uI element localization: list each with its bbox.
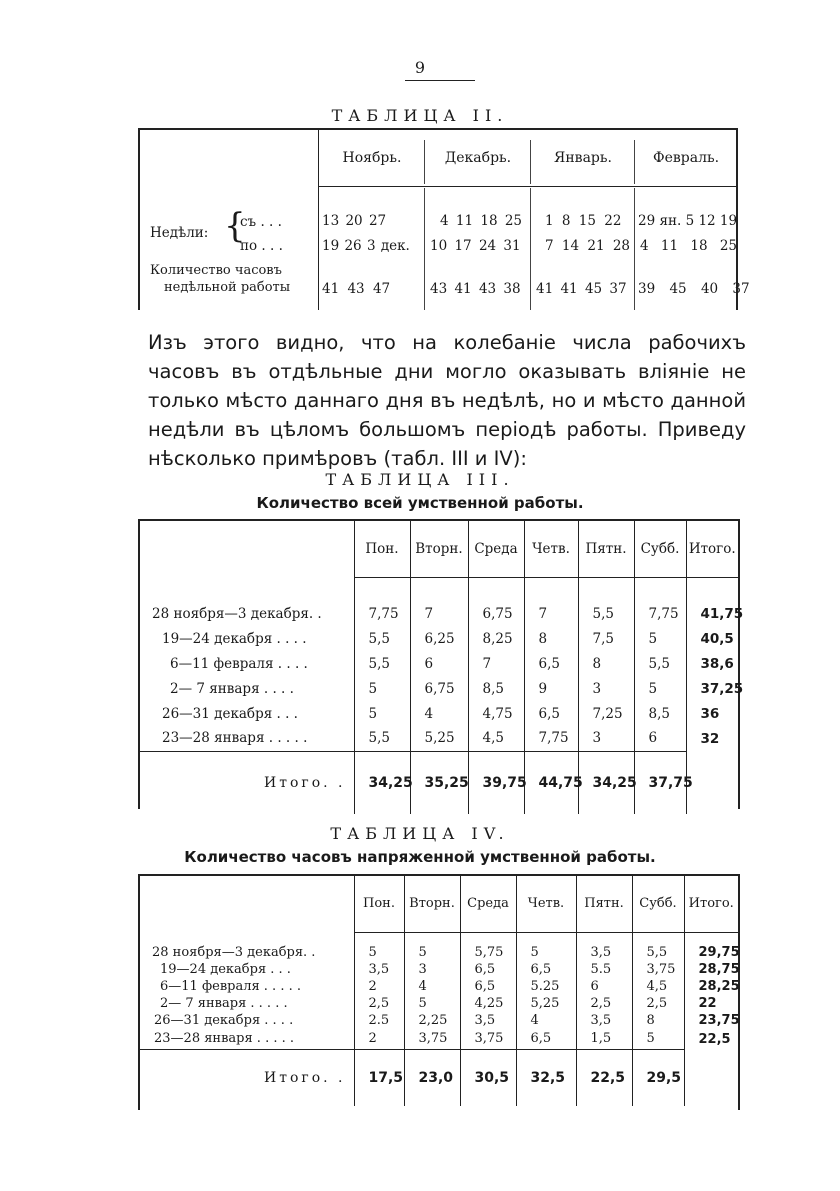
t2-header-divider xyxy=(424,140,425,184)
t2-body-divider xyxy=(318,188,319,310)
col-header: Субб. xyxy=(632,876,684,932)
cell: 5 xyxy=(354,944,404,961)
table-row xyxy=(140,601,738,626)
cell: 6 xyxy=(634,726,686,751)
table-header-row xyxy=(140,521,738,577)
col-header: Четв. xyxy=(516,876,576,932)
row-total: 40,5 xyxy=(686,626,738,651)
table4 xyxy=(140,876,738,1106)
cell: 8,5 xyxy=(468,676,524,701)
cell: 8 xyxy=(524,626,578,651)
cell: 5,5 xyxy=(632,944,684,961)
col-header: Субб. xyxy=(634,521,686,577)
cell: 7,75 xyxy=(634,601,686,626)
table-row xyxy=(140,651,738,676)
totals-row xyxy=(140,1049,738,1106)
total-cell: 39,75 xyxy=(468,751,524,814)
total-cell: 32,5 xyxy=(516,1049,576,1106)
table-row xyxy=(140,978,738,995)
table3-title: ТАБЛИЦА III. xyxy=(325,470,515,489)
table3 xyxy=(140,521,744,814)
cell: 2 xyxy=(354,978,404,995)
cell: 5 xyxy=(632,1029,684,1049)
cell: 3 xyxy=(404,961,460,978)
cell: 3,75 xyxy=(632,961,684,978)
t2-body-divider xyxy=(530,188,531,310)
table-row xyxy=(140,626,738,651)
col-header: Среда xyxy=(460,876,516,932)
cell: 2,5 xyxy=(576,995,632,1012)
row-total: 41,75 xyxy=(686,601,738,626)
t2-month: Февраль. xyxy=(652,150,720,166)
table4-title: ТАБЛИЦА IV. xyxy=(330,824,510,843)
table4-subtitle: Количество часовъ напряженной умственной работы. xyxy=(184,848,656,866)
total-cell: 17,5 xyxy=(354,1049,404,1106)
t2-header-divider xyxy=(634,140,635,184)
cell: 3 xyxy=(578,676,634,701)
table3-subtitle: Количество всей умственной работы. xyxy=(256,494,584,512)
cell: 4,5 xyxy=(632,978,684,995)
t2-brace: { xyxy=(224,206,246,246)
col-header: Вторн. xyxy=(410,521,468,577)
t2-to-value: 4 11 18 25 xyxy=(640,238,737,254)
t2-to-value: 19 26 3 дек. xyxy=(322,238,410,254)
cell: 7 xyxy=(524,601,578,626)
table-row xyxy=(140,961,738,978)
row-label: 19—24 декабря . . . . xyxy=(162,630,307,647)
cell: 7 xyxy=(410,601,468,626)
cell: 2.5 xyxy=(354,1012,404,1029)
cell: 2,5 xyxy=(632,995,684,1012)
row-total: 38,6 xyxy=(686,651,738,676)
cell: 5,5 xyxy=(354,651,410,676)
t2-from-value: 1 8 15 22 xyxy=(545,213,622,229)
row-label: 6—11 февраля . . . . xyxy=(170,655,308,672)
cell: 5 xyxy=(516,944,576,961)
cell: 7,75 xyxy=(524,726,578,751)
row-total: 28,75 xyxy=(684,961,738,978)
cell: 6,5 xyxy=(524,651,578,676)
row-total: 23,75 xyxy=(684,1012,738,1029)
cell: 6,25 xyxy=(410,626,468,651)
page-number-rule xyxy=(405,80,475,81)
cell: 9 xyxy=(524,676,578,701)
cell: 6 xyxy=(576,978,632,995)
total-cell: 37,75 xyxy=(634,751,686,814)
cell: 4 xyxy=(404,978,460,995)
t2-weeks-label: Недѣли: xyxy=(150,225,209,241)
cell: 6,5 xyxy=(516,1029,576,1049)
t2-header-divider xyxy=(530,140,531,184)
row-total: 37,25 xyxy=(686,676,738,701)
table-row xyxy=(140,1012,738,1029)
cell: 5,5 xyxy=(634,651,686,676)
t2-header-rule xyxy=(318,186,736,187)
col-header: Четв. xyxy=(524,521,578,577)
cell: 7,5 xyxy=(578,626,634,651)
col-header: Пятн. xyxy=(578,521,634,577)
page-number: 9 xyxy=(414,58,426,77)
cell: 2 xyxy=(354,1029,404,1049)
t2-from-value: 4 11 18 25 xyxy=(440,213,522,229)
cell: 5,5 xyxy=(578,601,634,626)
total-cell: 44,75 xyxy=(524,751,578,814)
row-total: 36 xyxy=(686,701,738,726)
cell: 3 xyxy=(578,726,634,751)
col-header: Среда xyxy=(468,521,524,577)
total-cell: 35,25 xyxy=(410,751,468,814)
t2-month: Декабрь. xyxy=(444,150,512,166)
total-cell: 30,5 xyxy=(460,1049,516,1106)
cell: 4,25 xyxy=(460,995,516,1012)
cell: 6,5 xyxy=(516,961,576,978)
col-header: Итого. xyxy=(684,876,738,932)
cell: 7 xyxy=(468,651,524,676)
cell: 5,75 xyxy=(460,944,516,961)
cell: 8 xyxy=(632,1012,684,1029)
table2-title: ТАБЛИЦА II. xyxy=(331,106,509,125)
row-label: 26—31 декабря . . . . xyxy=(154,1013,294,1028)
row-label: 2— 7 января . . . . xyxy=(170,680,294,697)
table-row xyxy=(140,701,738,726)
total-cell: 34,25 xyxy=(578,751,634,814)
totals-label: Итого. . xyxy=(264,1069,346,1086)
row-total: 22 xyxy=(684,995,738,1012)
col-header: Вторн. xyxy=(404,876,460,932)
table-row xyxy=(140,995,738,1012)
col-header: Пон. xyxy=(354,876,404,932)
cell: 5.5 xyxy=(576,961,632,978)
cell: 6,75 xyxy=(410,676,468,701)
totals-row xyxy=(140,751,738,814)
cell: 6,5 xyxy=(460,961,516,978)
t2-hours-value: 43 41 43 38 xyxy=(430,281,521,297)
total-cell: 22,5 xyxy=(576,1049,632,1106)
cell: 6,5 xyxy=(460,978,516,995)
row-total: 28,25 xyxy=(684,978,738,995)
t2-from-value: 29 ян. 5 12 19 xyxy=(638,213,738,229)
row-label: 28 ноября—3 декабря. . xyxy=(152,605,322,622)
cell: 3,5 xyxy=(576,944,632,961)
t2-from-label: съ . . . xyxy=(240,214,282,230)
table-row xyxy=(140,944,738,961)
cell: 5,5 xyxy=(354,726,410,751)
cell: 1,5 xyxy=(576,1029,632,1049)
row-total: 22,5 xyxy=(684,1029,738,1049)
row-total: 32 xyxy=(686,726,738,751)
row-label: 26—31 декабря . . . xyxy=(162,705,298,722)
table-row xyxy=(140,1029,738,1049)
t2-from-value: 13 20 27 xyxy=(322,213,387,229)
col-header: Итого. xyxy=(686,521,738,577)
cell: 3,5 xyxy=(460,1012,516,1029)
cell: 3,75 xyxy=(404,1029,460,1049)
cell: 5,5 xyxy=(354,626,410,651)
table-header-row xyxy=(140,876,738,932)
row-label: 23—28 января . . . . . xyxy=(140,1029,354,1049)
table-row xyxy=(140,676,738,701)
cell: 3,5 xyxy=(354,961,404,978)
t2-body-divider xyxy=(424,188,425,310)
t2-to-label: по . . . xyxy=(240,238,283,254)
cell: 2,25 xyxy=(404,1012,460,1029)
row-label: 6—11 февраля . . . . . xyxy=(160,979,301,994)
table-row xyxy=(140,726,738,751)
row-label: 23—28 января . . . . . xyxy=(140,726,354,751)
cell: 6,75 xyxy=(468,601,524,626)
cell: 2,5 xyxy=(354,995,404,1012)
cell: 5 xyxy=(404,944,460,961)
cell: 4 xyxy=(410,701,468,726)
row-total: 29,75 xyxy=(684,944,738,961)
row-label: 28 ноября—3 декабря. . xyxy=(152,945,316,960)
totals-label: Итого. . xyxy=(264,774,346,791)
cell: 8 xyxy=(578,651,634,676)
cell: 3,5 xyxy=(576,1012,632,1029)
cell: 8,5 xyxy=(634,701,686,726)
cell: 7,75 xyxy=(354,601,410,626)
cell: 6,5 xyxy=(524,701,578,726)
t2-header-divider xyxy=(318,130,319,188)
cell: 5,25 xyxy=(516,995,576,1012)
cell: 5,25 xyxy=(410,726,468,751)
t2-hours-value: 39 45 40 37 xyxy=(638,281,750,297)
t2-to-value: 10 17 24 31 xyxy=(430,238,521,254)
total-cell: 34,25 xyxy=(354,751,410,814)
total-cell: 29,5 xyxy=(632,1049,684,1106)
cell: 6 xyxy=(410,651,468,676)
cell: 5 xyxy=(634,626,686,651)
body-paragraph: Изъ этого видно, что на колебаніе числа рабочихъ часовъ въ отдѣльные дни могло оказывать вліяніе не только мѣсто даннаго дня въ недѣлѣ, но и мѣсто данной недѣли въ цѣломъ большомъ періодѣ работы. Приведу нѣсколько примѣровъ (табл. III и IV): xyxy=(148,331,746,470)
cell: 5 xyxy=(354,701,410,726)
row-label: 19—24 декабря . . . xyxy=(160,962,291,977)
cell: 4,5 xyxy=(468,726,524,751)
cell: 5.25 xyxy=(516,978,576,995)
row-label: 2— 7 января . . . . . xyxy=(160,996,288,1011)
col-header: Пон. xyxy=(354,521,410,577)
t2-month: Январь. xyxy=(554,150,612,166)
t2-month: Ноябрь. xyxy=(342,150,402,166)
cell: 8,25 xyxy=(468,626,524,651)
t2-hours-label: Количество часовъ xyxy=(150,263,282,278)
cell: 4 xyxy=(516,1012,576,1029)
col-header: Пятн. xyxy=(576,876,632,932)
t2-hours-value: 41 43 47 xyxy=(322,281,391,297)
cell: 3,75 xyxy=(460,1029,516,1049)
cell: 5 xyxy=(404,995,460,1012)
cell: 5 xyxy=(634,676,686,701)
t2-hours-label: недѣльной работы xyxy=(164,280,291,295)
cell: 7,25 xyxy=(578,701,634,726)
cell: 4,75 xyxy=(468,701,524,726)
t2-hours-value: 41 41 45 37 xyxy=(536,281,627,297)
t2-body-divider xyxy=(634,188,635,310)
t2-to-value: 7 14 21 28 xyxy=(545,238,630,254)
total-cell: 23,0 xyxy=(404,1049,460,1106)
cell: 5 xyxy=(354,676,410,701)
